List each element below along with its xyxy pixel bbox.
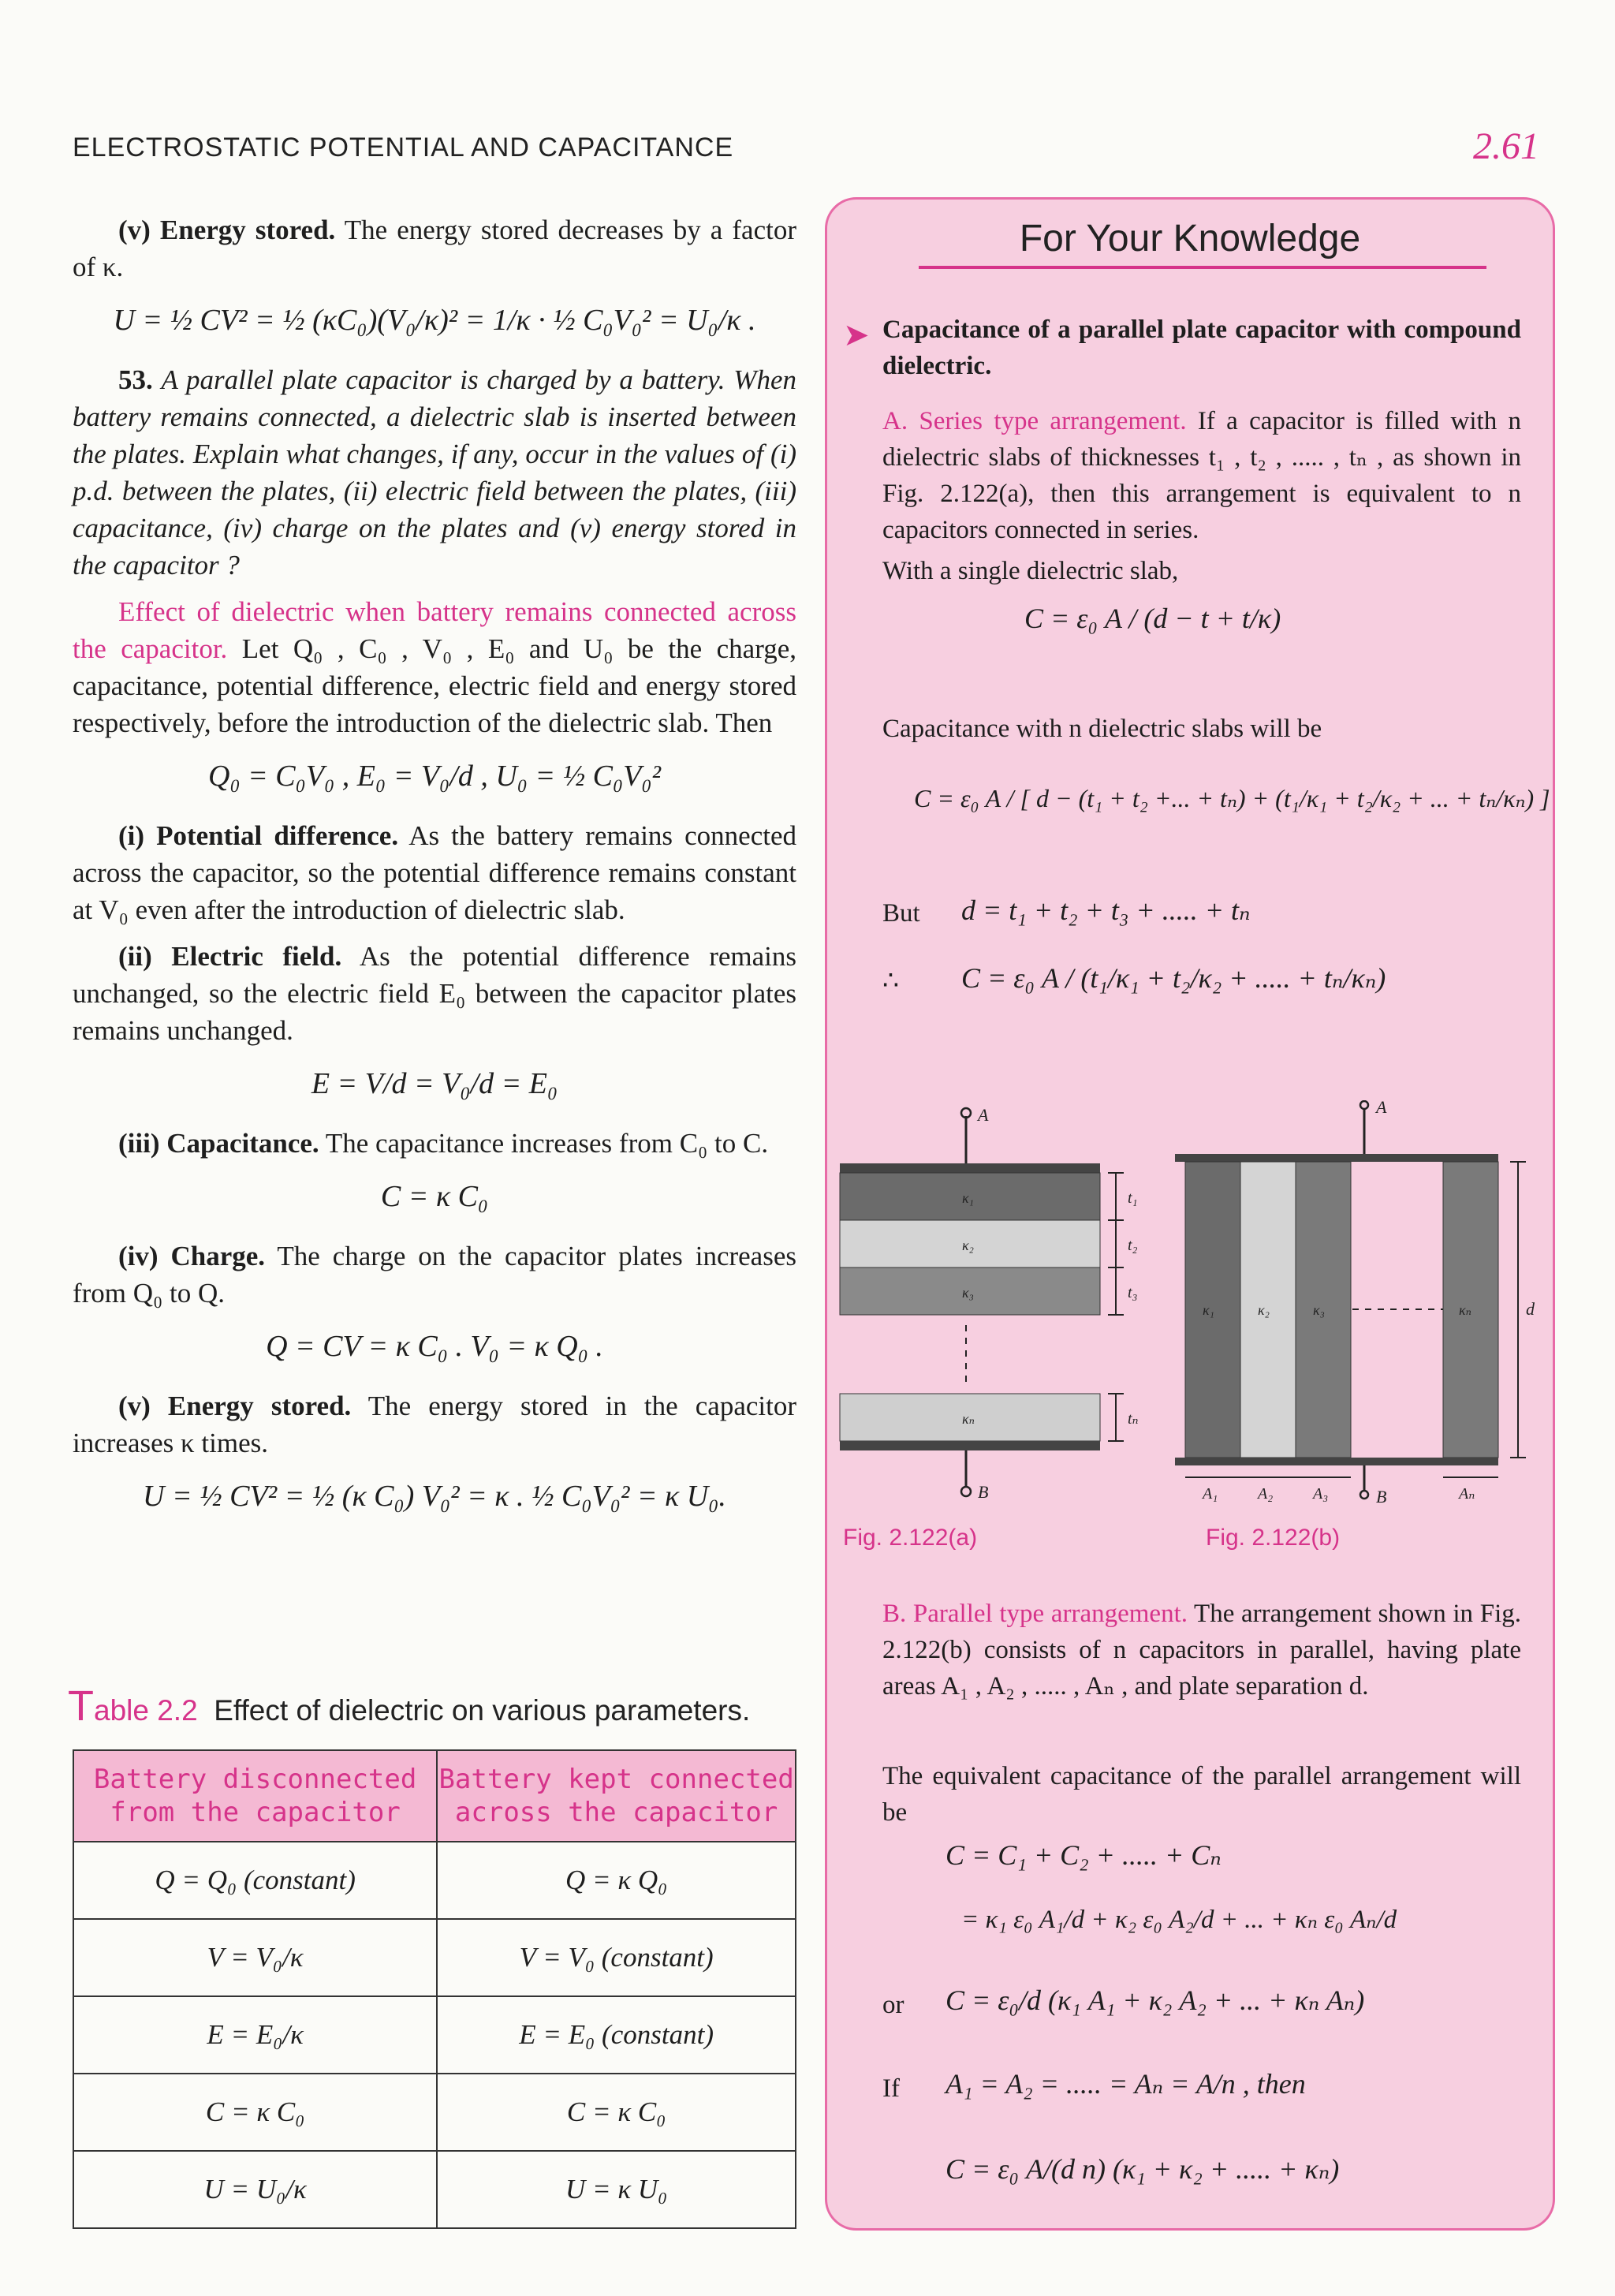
energy-stored-para xyxy=(73,211,796,286)
svg-text:tₙ: tₙ xyxy=(1128,1410,1139,1428)
energy-increase-para xyxy=(73,1387,796,1462)
equation-therefore: C = ε₀ A / (t₁/κ₁ + t₂/κ₂ + ..... + tₙ/κₙ) xyxy=(961,962,1386,994)
box-title: For Your Knowledge xyxy=(1019,218,1361,259)
question-53 xyxy=(73,361,796,584)
table-row xyxy=(73,1919,796,1996)
terminal-a-label: A xyxy=(978,1105,989,1125)
dielectric-arrangement-diagram xyxy=(836,1100,1546,1510)
page-number: 2.61 xyxy=(1473,125,1539,167)
table-cell: U = κ U₀ xyxy=(437,2151,796,2228)
table-header-disconnected: Battery disconnected from the capacitor xyxy=(73,1750,437,1842)
charge-heading: (iv) Charge. xyxy=(118,1241,266,1271)
box-lead: Capacitance of a parallel plate capacitor with compound dielectric. xyxy=(882,315,1521,380)
svg-text:A₃: A₃ xyxy=(1313,1485,1329,1503)
bottom-plate-b xyxy=(1175,1458,1498,1465)
equation-field: E = V/d = V₀/d = E₀ xyxy=(311,1067,558,1100)
potential-difference-para xyxy=(73,817,796,928)
table-row xyxy=(73,2074,796,2151)
equation-n-slabs: C = ε₀ A / [ d − (t₁ + t₂ +... + tₙ) + (t₁/κ₁ + t₂/κ₂ + ... + tₙ/κₙ) ] xyxy=(914,784,1550,812)
table-cell: V = V₀/κ xyxy=(73,1919,437,1996)
n-slabs-text: Capacitance with n dielectric slabs will be xyxy=(882,715,1322,743)
svg-text:t₃: t₃ xyxy=(1128,1284,1138,1301)
series-arrangement-figure xyxy=(840,1105,1139,1502)
energy-increase-text: The energy stored in the capacitor increases κ times. xyxy=(73,1391,796,1458)
box-title-rule xyxy=(919,266,1486,269)
fig-a-label: Fig. 2.122(a) xyxy=(843,1525,978,1551)
svg-text:t₁: t₁ xyxy=(1128,1189,1138,1207)
svg-text:κ₂: κ₂ xyxy=(962,1238,974,1253)
table-row xyxy=(73,1842,796,1919)
or-label: or xyxy=(882,1991,904,2019)
table-row xyxy=(73,1996,796,2074)
table-header-connected: Battery kept connected across the capacitor xyxy=(437,1750,796,1842)
chapter-title: ELECTROSTATIC POTENTIAL AND CAPACITANCE xyxy=(73,133,734,162)
table-header-row xyxy=(73,1750,796,1842)
left-column xyxy=(73,211,796,1537)
equation-energy-decrease: U = ½ CV² = ½ (κC₀)(V₀/κ)² = 1/κ · ½ C₀V₀² = U₀/κ . xyxy=(113,304,756,337)
equation-parallel-sum: C = C₁ + C₂ + ..... + Cₙ xyxy=(946,1839,1222,1871)
table-cell: Q = κ Q₀ xyxy=(437,1842,796,1919)
table-cell: U = U₀/κ xyxy=(73,2151,437,2228)
equation-but: d = t₁ + t₂ + t₃ + ..... + tₙ xyxy=(961,894,1251,926)
svg-text:κₙ: κₙ xyxy=(962,1411,975,1427)
svg-text:A: A xyxy=(1376,1100,1387,1117)
svg-text:κₙ: κₙ xyxy=(1459,1302,1471,1318)
table-cell: C = κ C₀ xyxy=(73,2074,437,2151)
table-cell: C = κ C₀ xyxy=(437,2074,796,2151)
equation-energy-increase: U = ½ CV² = ½ (κ C₀) V₀² = κ . ½ C₀V₀² = κ U₀. xyxy=(143,1480,726,1513)
equation-capacitance: C = κ C₀ xyxy=(380,1180,489,1213)
effect-text: Let Q₀ , C₀ , V₀ , E₀ and U₀ be the charge, capacitance, potential difference, electric field and energy stored respectively, before the introduction of the dielectric slab. Then xyxy=(73,633,796,738)
single-slab-text: With a single dielectric slab, xyxy=(882,557,1179,585)
top-plate xyxy=(840,1163,1100,1173)
electric-field-heading: (ii) Electric field. xyxy=(118,941,342,972)
table-cell: E = E₀/κ xyxy=(73,1996,437,2074)
svg-text:B: B xyxy=(978,1482,989,1502)
svg-text:κ₃: κ₃ xyxy=(962,1285,974,1301)
if-label: If xyxy=(882,2074,900,2103)
effect-para xyxy=(73,593,796,741)
equation-initial-values: Q₀ = C₀V₀ , E₀ = V₀/d , U₀ = ½ C₀V₀² xyxy=(208,760,661,793)
svg-text:κ₁: κ₁ xyxy=(962,1190,974,1206)
effect-heading: Effect of dielectric when battery remains connected across the capacitor. xyxy=(73,596,796,664)
equation-parallel-result: C = ε₀ A/(d n) (κ₁ + κ₂ + ..... + κₙ) xyxy=(946,2153,1340,2185)
equation-single-slab: C = ε₀ A / (d − t + t/κ) xyxy=(1024,603,1281,634)
parallel-arrangement-figure xyxy=(1175,1100,1535,1506)
therefore-label: ∴ xyxy=(882,967,899,995)
equation-charge: Q = CV = κ C₀ . V₀ = κ Q₀ . xyxy=(266,1330,603,1363)
equivalent-text: The equivalent capacitance of the parallel arrangement will be xyxy=(882,1762,1521,1827)
energy-stored-text: The energy stored decreases by a factor of κ. xyxy=(73,215,796,282)
svg-text:κ₁: κ₁ xyxy=(1203,1302,1214,1318)
table-caption-number: able 2.2 xyxy=(94,1694,198,1727)
parallel-para xyxy=(882,1596,1521,1704)
dielectric-effects-table xyxy=(73,1749,796,2229)
table-row xyxy=(73,2151,796,2228)
svg-text:A₁: A₁ xyxy=(1203,1485,1218,1503)
but-label: But xyxy=(882,899,920,928)
bottom-plate xyxy=(840,1441,1100,1450)
top-plate-b xyxy=(1175,1154,1498,1162)
energy-increase-heading: (v) Energy stored. xyxy=(118,1391,352,1421)
table-caption xyxy=(68,1682,750,1730)
series-para xyxy=(882,403,1521,548)
question-text: A parallel plate capacitor is charged by a battery. When battery remains connected, a dielectric slab is inserted between the plates. Explain what changes, if any, occur in the values of (i) p.d. between the plates, (ii) electric field between the plates, (iii) capacitance, (iv) charge on the plates and (v) energy stored in the capacitor ? xyxy=(73,364,796,581)
table-caption-title: Effect of dielectric on various parameters. xyxy=(214,1694,751,1727)
energy-stored-heading: (v) Energy stored. xyxy=(118,215,336,245)
capacitance-para xyxy=(73,1125,796,1162)
table-cell: E = E₀ (constant) xyxy=(437,1996,796,2074)
arrow-bullet-icon: ➤ xyxy=(843,317,870,353)
equation-equal-areas: A₁ = A₂ = ..... = Aₙ = A/n , then xyxy=(946,2068,1306,2100)
svg-text:κ₃: κ₃ xyxy=(1313,1302,1325,1318)
table-cell: V = V₀ (constant) xyxy=(437,1919,796,1996)
svg-text:t₂: t₂ xyxy=(1128,1237,1138,1254)
equation-parallel-expanded: = κ₁ ε₀ A₁/d + κ₂ ε₀ A₂/d + ... + κₙ ε₀ Aₙ/d xyxy=(961,1906,1397,1934)
svg-text:d: d xyxy=(1526,1299,1535,1319)
capacitance-heading: (iii) Capacitance. xyxy=(118,1128,319,1159)
charge-para xyxy=(73,1238,796,1312)
svg-text:B: B xyxy=(1376,1487,1387,1506)
svg-text:κ₂: κ₂ xyxy=(1258,1302,1270,1318)
fig-b-label: Fig. 2.122(b) xyxy=(1206,1525,1341,1551)
charge-text: The charge on the capacitor plates increases from Q₀ to Q. xyxy=(73,1241,796,1309)
parallel-heading: B. Parallel type arrangement. xyxy=(882,1600,1188,1628)
equation-parallel-factored: C = ε₀/d (κ₁ A₁ + κ₂ A₂ + ... + κₙ Aₙ) xyxy=(946,1984,1365,2016)
potential-difference-heading: (i) Potential difference. xyxy=(118,820,399,851)
series-text: If a capacitor is filled with n dielectric slabs of thicknesses t₁ , t₂ , ..... , tₙ , as shown in Fig. 2.122(a), then this arrangement is equivalent to n capacitors connected in series. xyxy=(882,407,1521,544)
electric-field-text: As the potential difference remains unchanged, so the electric field E₀ between the capacitor plates remains unchanged. xyxy=(73,941,796,1046)
potential-difference-text: As the battery remains connected across the capacitor, so the potential difference remains constant at V₀ even after the introduction of dielectric slab. xyxy=(73,820,796,925)
capacitance-text: The capacitance increases from C₀ to C. xyxy=(325,1128,769,1159)
table-caption-letter: T xyxy=(68,1682,94,1730)
svg-text:A₂: A₂ xyxy=(1258,1485,1274,1503)
series-heading: A. Series type arrangement. xyxy=(882,407,1187,435)
svg-text:Aₙ: Aₙ xyxy=(1459,1485,1475,1503)
electric-field-para xyxy=(73,938,796,1049)
question-number: 53. xyxy=(118,364,153,395)
parallel-text: The arrangement shown in Fig. 2.122(b) consists of n capacitors in parallel, having plate areas A₁ , A₂ , ..... , Aₙ , and plate separation d. xyxy=(882,1600,1521,1701)
table-cell: Q = Q₀ (constant) xyxy=(73,1842,437,1919)
